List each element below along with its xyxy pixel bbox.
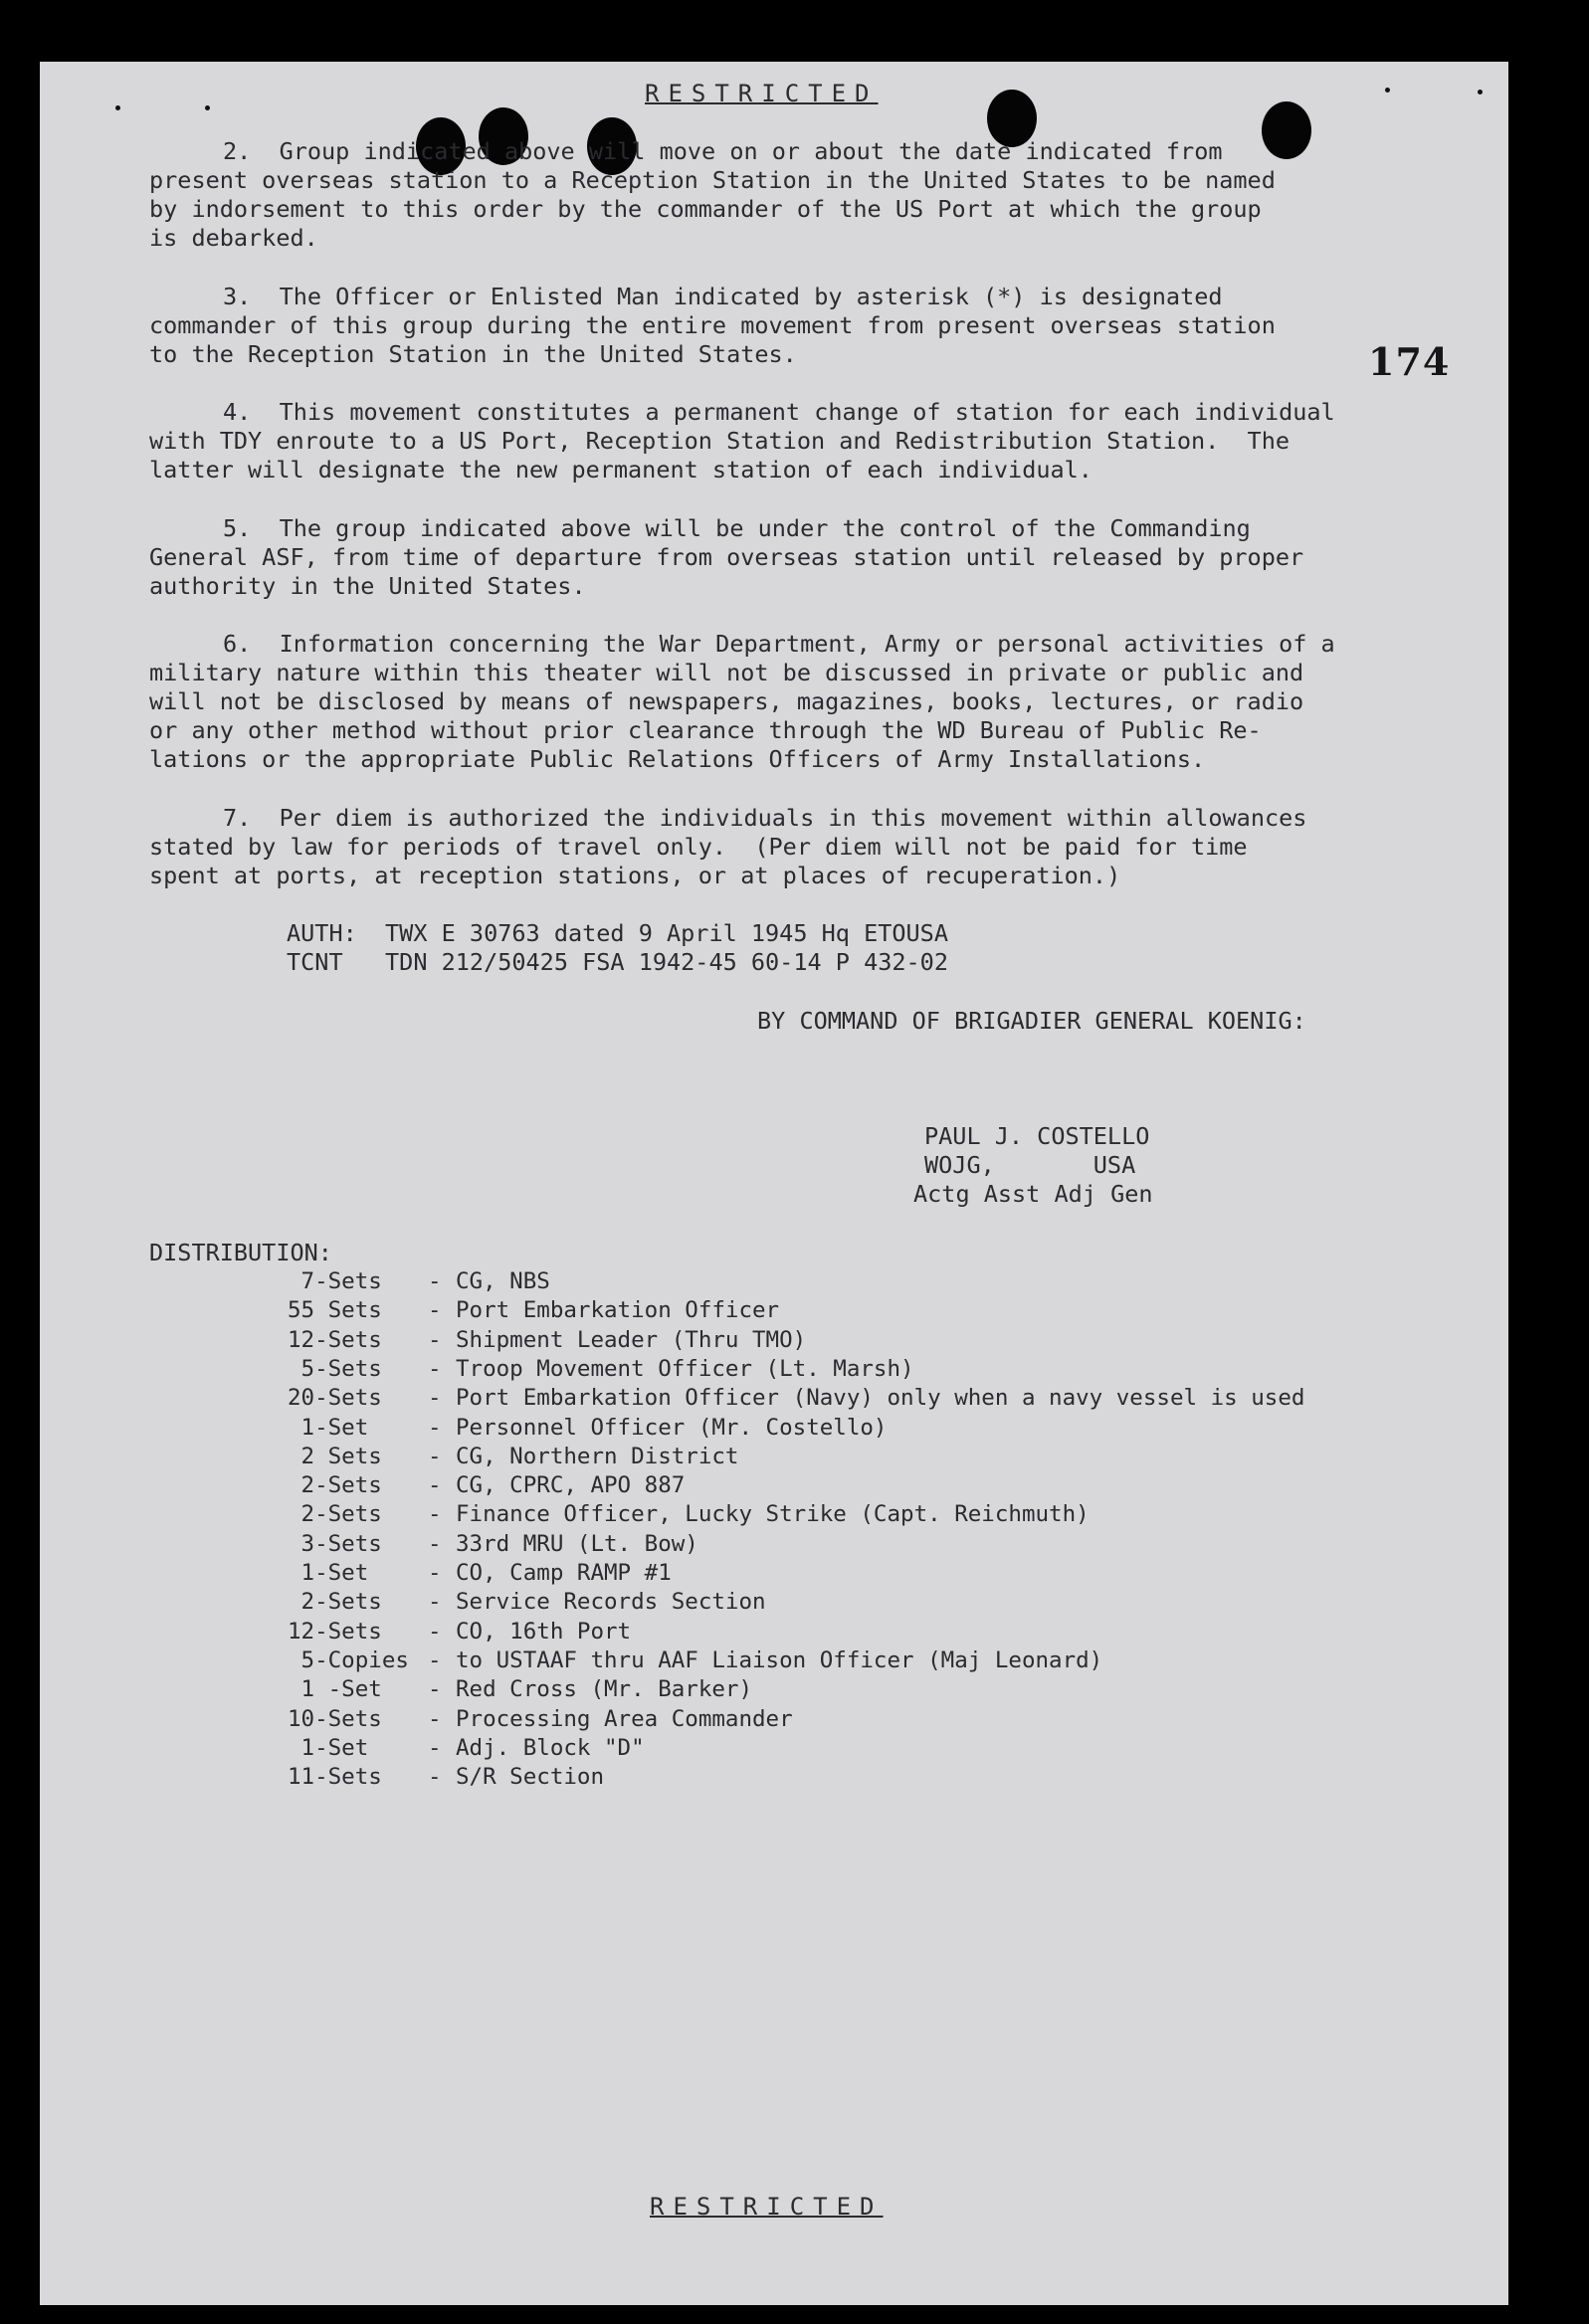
distribution-qty: 1 -Set [288,1676,382,1703]
distribution-recipient: Red Cross (Mr. Barker) [456,1676,753,1703]
distribution-dash: - [428,1734,442,1761]
distribution-recipient: to USTAAF thru AAF Liaison Officer (Maj Leonard) [456,1646,1103,1673]
distribution-dash: - [428,1268,442,1294]
distribution-dash: - [428,1326,442,1353]
signature-rank: WOJG, USA [924,1151,1136,1179]
distribution-recipient: 33rd MRU (Lt. Bow) [456,1530,698,1557]
speck [1478,90,1483,95]
distribution-qty: 55 Sets [288,1297,382,1324]
distribution-dash: - [428,1530,442,1557]
distribution-qty: 11-Sets [288,1764,382,1791]
authority-line: TCNT TDN 212/50425 FSA 1942-45 60-14 P 432-02 [287,948,948,976]
authority-line: AUTH: TWX E 30763 dated 9 April 1945 Hq ETOUSA [287,919,948,947]
distribution-dash: - [428,1589,442,1616]
distribution-qty: 1-Set [288,1414,382,1441]
distribution-recipient: Troop Movement Officer (Lt. Marsh) [456,1355,914,1382]
signature-title: Actg Asst Adj Gen [913,1180,1153,1208]
distribution-dash: - [428,1297,442,1324]
restricted-footer: RESTRICTED [650,2193,884,2221]
distribution-recipient: Port Embarkation Officer (Navy) only when a navy vessel is used [456,1385,1305,1412]
restricted-header: RESTRICTED [645,80,879,107]
distribution-dash: - [428,1414,442,1441]
distribution-recipient: CG, Northern District [456,1443,739,1469]
distribution-recipient: Adj. Block "D" [456,1734,645,1761]
distribution-qty: 5-Copies [288,1646,409,1673]
paragraph-4-line: with TDY enroute to a US Port, Reception Station and Redistribution Station. The [149,427,1291,455]
distribution-recipient: CG, NBS [456,1268,550,1294]
distribution-recipient: CO, 16th Port [456,1618,632,1645]
paragraph-6-line: military nature within this theater will not be discussed in private or public and [149,659,1304,686]
distribution-recipient: CO, Camp RAMP #1 [456,1560,672,1586]
distribution-recipient: Shipment Leader (Thru TMO) [456,1326,807,1353]
distribution-qty: 5-Sets [288,1355,382,1382]
paragraph-6-line: 6. Information concerning the War Department, Army or personal activities of a [223,630,1335,658]
paragraph-3-line: commander of this group during the entire movement from present overseas station [149,311,1276,339]
document-page [40,62,1508,2305]
distribution-dash: - [428,1646,442,1673]
signature-name: PAUL J. COSTELLO [924,1122,1150,1150]
distribution-qty: 7-Sets [288,1268,382,1294]
paragraph-5-line: General ASF, from time of departure from overseas station until released by proper [149,543,1304,571]
paragraph-2-line: by indorsement to this order by the commander of the US Port at which the group [149,195,1262,223]
distribution-dash: - [428,1501,442,1528]
paragraph-3-line: 3. The Officer or Enlisted Man indicated by asterisk (*) is designated [223,283,1223,310]
paragraph-7-line: stated by law for periods of travel only. (Per diem will not be paid for time [149,833,1248,861]
paragraph-3-line: to the Reception Station in the United States. [149,340,797,368]
distribution-recipient: Processing Area Commander [456,1705,793,1732]
distribution-qty: 12-Sets [288,1326,382,1353]
paragraph-2-line: 2. Group indicated above will move on or about the date indicated from [223,137,1223,165]
paragraph-7-line: 7. Per diem is authorized the individuals in this movement within allowances [223,804,1307,832]
speck [115,105,120,110]
distribution-dash: - [428,1385,442,1412]
distribution-dash: - [428,1355,442,1382]
distribution-qty: 12-Sets [288,1618,382,1645]
distribution-dash: - [428,1705,442,1732]
distribution-dash: - [428,1443,442,1469]
punch-hole [1262,101,1311,159]
paragraph-2-line: present overseas station to a Reception Station in the United States to be named [149,166,1276,194]
distribution-qty: 1-Set [288,1560,382,1586]
distribution-qty: 1-Set [288,1734,382,1761]
distribution-dash: - [428,1676,442,1703]
distribution-qty: 2-Sets [288,1589,382,1616]
distribution-dash: - [428,1764,442,1791]
paragraph-4-line: 4. This movement constitutes a permanent change of station for each individual [223,398,1335,426]
page-number: 174 [1368,339,1451,384]
paragraph-7-line: spent at ports, at reception stations, or at places of recuperation.) [149,862,1121,889]
distribution-recipient: Personnel Officer (Mr. Costello) [456,1414,888,1441]
paragraph-4-line: latter will designate the new permanent station of each individual. [149,456,1092,484]
paragraph-6-line: or any other method without prior clearance through the WD Bureau of Public Re- [149,716,1262,744]
distribution-dash: - [428,1472,442,1499]
paragraph-2-line: is debarked. [149,224,318,252]
paragraph-5-line: 5. The group indicated above will be under the control of the Commanding [223,514,1251,542]
distribution-recipient: S/R Section [456,1764,605,1791]
distribution-dash: - [428,1560,442,1586]
distribution-qty: 2 Sets [288,1443,382,1469]
distribution-qty: 3-Sets [288,1530,382,1557]
paragraph-6-line: will not be disclosed by means of newspapers, magazines, books, lectures, or radio [149,687,1304,715]
distribution-recipient: Port Embarkation Officer [456,1297,780,1324]
distribution-qty: 10-Sets [288,1705,382,1732]
paragraph-6-line: lations or the appropriate Public Relations Officers of Army Installations. [149,745,1206,773]
distribution-qty: 2-Sets [288,1501,382,1528]
distribution-recipient: CG, CPRC, APO 887 [456,1472,686,1499]
speck [1385,88,1390,93]
distribution-qty: 20-Sets [288,1385,382,1412]
paragraph-5-line: authority in the United States. [149,572,586,600]
distribution-recipient: Finance Officer, Lucky Strike (Capt. Reichmuth) [456,1501,1090,1528]
distribution-dash: - [428,1618,442,1645]
command-line: BY COMMAND OF BRIGADIER GENERAL KOENIG: [757,1007,1306,1035]
distribution-qty: 2-Sets [288,1472,382,1499]
distribution-heading: DISTRIBUTION: [149,1239,332,1266]
distribution-recipient: Service Records Section [456,1589,766,1616]
speck [205,105,210,110]
